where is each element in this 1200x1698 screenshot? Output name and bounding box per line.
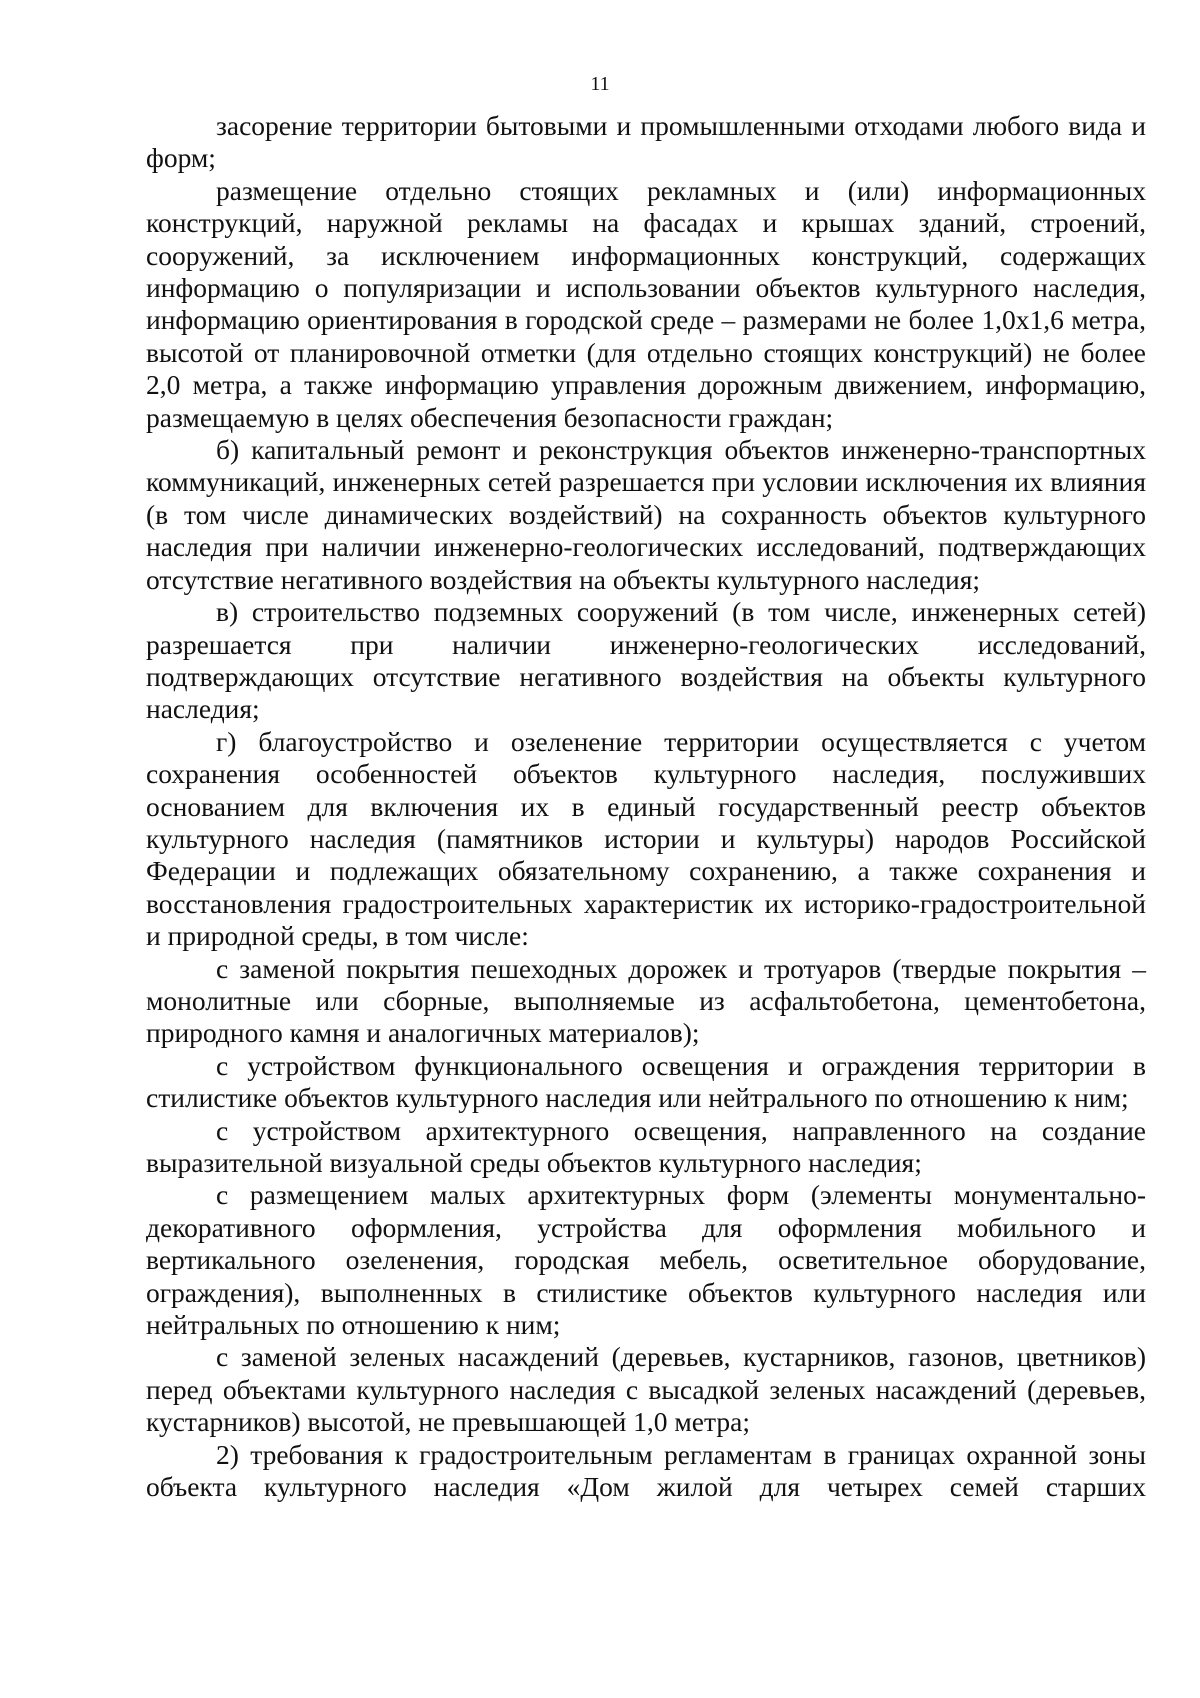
paragraph-paving: с заменой покрытия пешеходных дорожек и тротуаров (твердые покрытия – монолитные или сборные, выполняемые из асфальтобетона, цементобетона, природного камня и аналогичных материалов); (146, 952, 1146, 1049)
paragraph-item-v: в) строительство подземных сооружений (в том числе, инженерных сетей) разрешается при наличии инженерно-геологических исследований, подтверждающих отсутствие негативного воздействия на объекты культурного наследия; (146, 596, 1146, 725)
paragraph-green-plantings: с заменой зеленых насаждений (деревьев, кустарников, газонов, цветников) перед объектами культурного наследия с высадкой зеленых насаждений (деревьев, кустарников) высотой, не превышающей 1,0 метра; (146, 1341, 1146, 1438)
paragraph-advertising: размещение отдельно стоящих рекламных и (или) информационных конструкций, наружной рекламы на фасадах и крышах зданий, строений, сооружений, за исключением информационных конструкций, содержащих информацию о популяризации и использовании объектов культурного наследия, информацию ориентирования в городской среде – размерами не более 1,0х1,6 метра, высотой от планировочной отметки (для отдельно стоящих конструкций) не более 2,0 метра, а также информацию управления дорожным движением, информацию, размещаемую в целях обеспечения безопасности граждан; (146, 174, 1146, 433)
document-body (146, 110, 1146, 1503)
paragraph-functional-lighting: с устройством функционального освещения и ограждения территории в стилистике объектов культурного наследия или нейтрального по отношению к ним; (146, 1049, 1146, 1114)
paragraph-small-forms: с размещением малых архитектурных форм (элементы монументально-декоративного оформления, устройства для оформления мобильного и вертикального озеленения, городская мебель, осветительное оборудование, ограждения), выполненных в стилистике объектов культурного наследия или нейтральных по отношению к ним; (146, 1179, 1146, 1341)
paragraph-architectural-lighting: с устройством архитектурного освещения, направленного на создание выразительной визуальной среды объектов культурного наследия; (146, 1114, 1146, 1178)
paragraph-item-b: б) капитальный ремонт и реконструкция объектов инженерно-транспортных коммуникаций, инженерных сетей разрешается при условии исключения их влияния (в том числе динамических воздействий) на сохранность объектов культурного наследия при наличии инженерно-геологических исследований, подтверждающих отсутствие негативного воздействия на объекты культурного наследия; (146, 434, 1146, 595)
page-number: 11 (590, 73, 610, 95)
paragraph-item-2: 2) требования к градостроительным регламентам в границах охранной зоны объекта культурного наследия «Дом жилой для четырех семей старших (146, 1438, 1146, 1503)
paragraph-item-g: г) благоустройство и озеленение территории осуществляется с учетом сохранения особенностей объектов культурного наследия, послуживших основанием для включения их в единый государственный реестр объектов культурного наследия (памятников истории и культуры) народов Российской Федерации и подлежащих обязательному сохранению, а также сохранения и восстановления градостроительных характеристик их историко-градостроительной и природной среды, в том числе: (146, 725, 1146, 952)
paragraph-littering: засорение территории бытовыми и промышленными отходами любого вида и форм; (146, 110, 1146, 174)
